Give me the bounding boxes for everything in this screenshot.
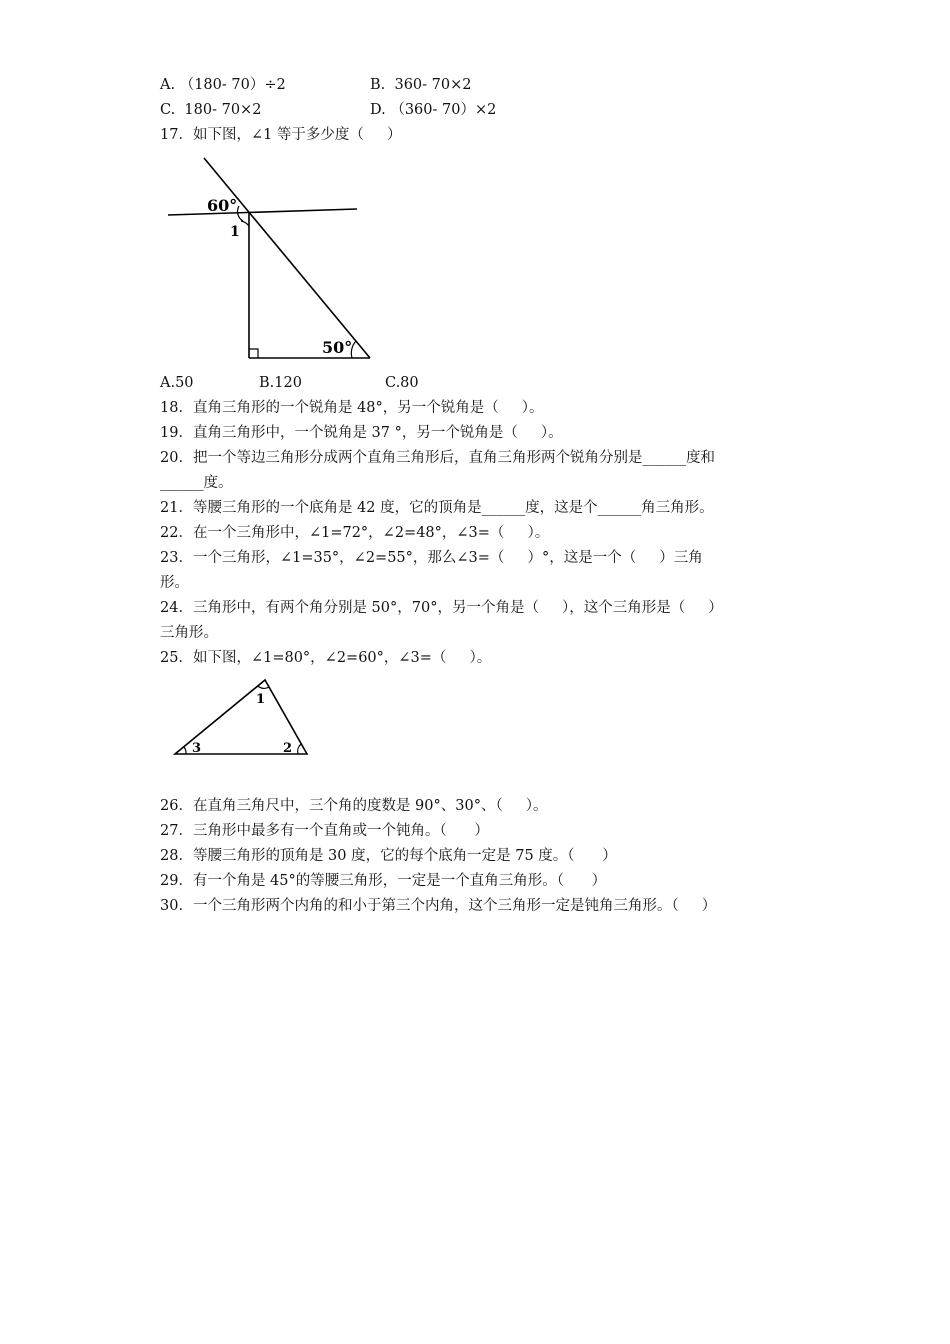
q24-text-line2: 三角形。: [160, 625, 218, 641]
q17-option-c: C.80: [385, 375, 419, 391]
q19-text: 19．直角三角形中，一个锐角是 37 °，另一个锐角是（ ）。: [160, 425, 563, 441]
q22-text: 22．在一个三角形中，∠1=72°，∠2=48°，∠3=（ ）。: [160, 525, 550, 541]
q17-right-angle-mark: [249, 349, 258, 358]
q17-option-a: A.50: [160, 375, 194, 391]
q25-label-3: 3: [192, 741, 202, 756]
q21-text: 21．等腰三角形的一个底角是 42 度，它的顶角是______度，这是个______角三角形。: [160, 500, 714, 516]
q17-label-50: 50°: [322, 338, 353, 357]
q20-text-line1: 20．把一个等边三角形分成两个直角三角形后，直角三角形两个锐角分别是______度和: [160, 450, 715, 466]
q16-option-c: C. 180- 70×2: [160, 102, 262, 118]
q25-arc-1: [258, 686, 269, 688]
q25-label-1: 1: [256, 692, 266, 707]
q16-option-d: D. （360- 70）×2: [370, 102, 497, 118]
q26-text: 26．在直角三角尺中，三个角的度数是 90°、30°、（ ）。: [160, 798, 548, 814]
q29-text: 29．有一个角是 45°的等腰三角形，一定是一个直角三角形。（ ）: [160, 873, 607, 889]
q17-figure: [160, 150, 380, 370]
q20-text-line2: ______度。: [160, 475, 233, 491]
q17-option-b: B.120: [259, 375, 302, 391]
q25-label-2: 2: [283, 741, 293, 756]
q17-label-1: 1: [230, 224, 240, 240]
q25-arc-3: [184, 747, 186, 754]
q27-text: 27．三角形中最多有一个直角或一个钝角。（ ）: [160, 823, 489, 839]
q25-figure: [170, 672, 315, 762]
q16-option-a: A. （180- 70）÷2: [160, 77, 286, 93]
q17-label-60: 60°: [207, 196, 238, 215]
q24-text-line1: 24．三角形中，有两个角分别是 50°，70°，另一个角是（ ），这个三角形是（ ）: [160, 600, 723, 616]
q30-text: 30．一个三角形两个内角的和小于第三个内角，这个三角形一定是钝角三角形。（ ）: [160, 898, 717, 914]
q23-text-line1: 23．一个三角形，∠1=35°，∠2=55°，那么∠3=（ ）°，这是一个（ ）三角: [160, 550, 703, 566]
q28-text: 28．等腰三角形的顶角是 30 度，它的每个底角一定是 75 度。（ ）: [160, 848, 617, 864]
q17-diagonal-line: [204, 158, 370, 358]
q17-arc-1: [241, 221, 249, 226]
q17-text: 17．如下图，∠1 等于多少度（ ）: [160, 127, 402, 143]
q25-arc-2: [298, 744, 301, 754]
q25-text: 25．如下图，∠1=80°，∠2=60°，∠3=（ ）。: [160, 650, 492, 666]
q16-option-b: B. 360- 70×2: [370, 77, 472, 93]
q23-text-line2: 形。: [160, 575, 189, 591]
q17-crossing-line: [168, 209, 357, 215]
q18-text: 18．直角三角形的一个锐角是 48°，另一个锐角是（ ）。: [160, 400, 544, 416]
